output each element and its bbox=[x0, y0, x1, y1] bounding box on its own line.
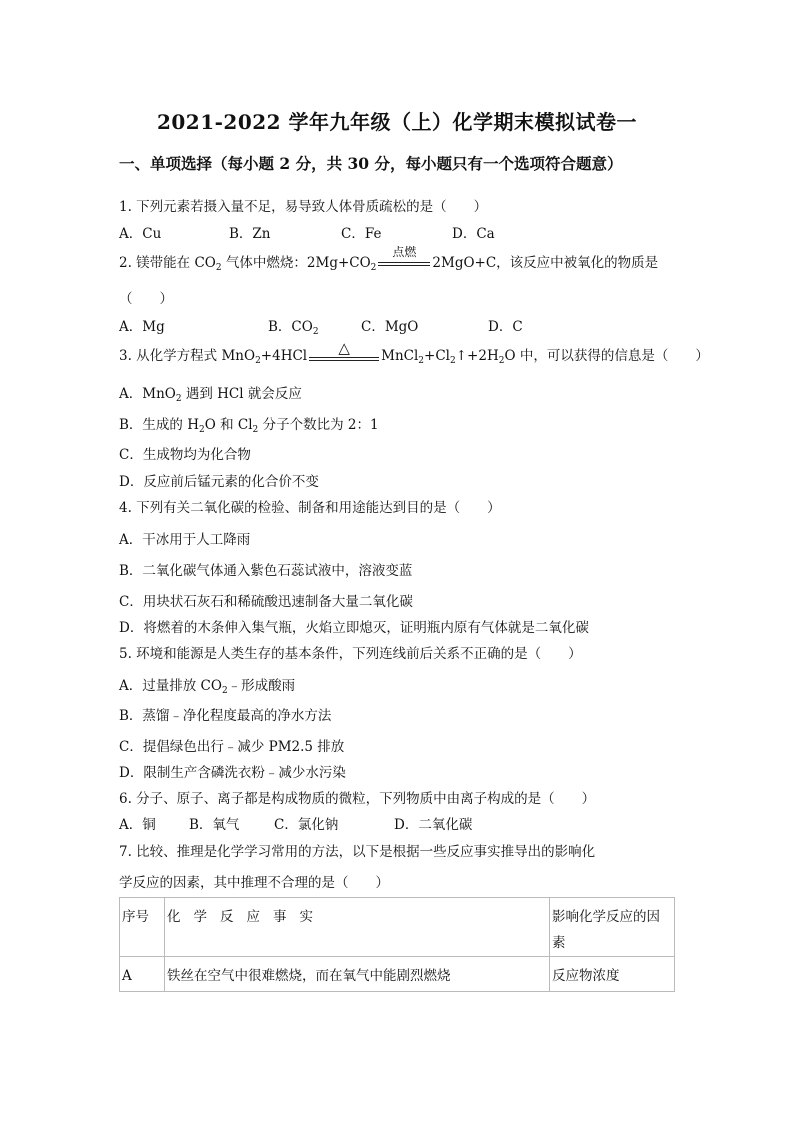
question-1-stem: 1. 下列元素若摄入量不足，易导致人体骨质疏松的是（ ） bbox=[119, 199, 488, 215]
q2-option-c: C．MgO bbox=[361, 319, 419, 335]
question-6-stem: 6. 分子、原子、离子都是构成物质的微粒，下列物质中由离子构成的是（ ） bbox=[119, 791, 596, 807]
header-no: 序号 bbox=[120, 898, 165, 957]
q3-text-3: MnCl bbox=[381, 348, 419, 364]
q3-option-b bbox=[119, 416, 379, 434]
q6-option-c: C．氯化钠 bbox=[274, 817, 339, 833]
q4-option-b: B．二氧化碳气体通入紫色石蕊试液中，溶液变蓝 bbox=[119, 563, 413, 579]
q3-text-6: O 中，可以获得的信息是（ ） bbox=[504, 348, 709, 364]
q5-option-d: D．限制生产含磷洗衣粉﹣减少水污染 bbox=[119, 765, 346, 781]
q3-text-5: ↑+2H bbox=[455, 348, 499, 364]
header-fact bbox=[165, 898, 550, 957]
subscript: 2 bbox=[255, 356, 261, 366]
q3-option-b-text-1: B．生成的 H bbox=[119, 417, 199, 433]
header-char: 学 bbox=[193, 909, 207, 925]
page-title: 2021-2022 学年九年级（上）化学期末模拟试卷一 bbox=[156, 110, 638, 134]
q2-text-1: 2. 镁带能在 CO bbox=[119, 255, 216, 271]
subscript: 2 bbox=[370, 263, 377, 273]
subscript: 2 bbox=[418, 356, 425, 366]
header-char: 应 bbox=[246, 909, 260, 925]
q4-option-d: D．将燃着的木条伸入集气瓶，火焰立即熄灭，证明瓶内原有气体就是二氧化碳 bbox=[119, 620, 589, 636]
q3-option-a bbox=[119, 385, 302, 403]
subscript: 2 bbox=[312, 327, 319, 337]
q2-answer-paren: （ ） bbox=[119, 291, 173, 307]
table-row bbox=[120, 957, 675, 992]
q6-option-a: A．铜 bbox=[119, 817, 156, 833]
subscript: 2 bbox=[175, 394, 182, 404]
q5-option-a-text-1: A．过量排放 CO bbox=[119, 678, 222, 694]
q5-option-c: C．提倡绿色出行﹣减少 PM2.5 排放 bbox=[119, 739, 345, 755]
reaction-condition-arrow bbox=[376, 245, 432, 272]
heat-triangle-icon: △ bbox=[338, 339, 350, 357]
subscript: 2 bbox=[450, 356, 456, 366]
row-factor: 反应物浓度 bbox=[550, 957, 675, 992]
q3-option-b-text-3: 分子个数比为 2：1 bbox=[258, 417, 379, 433]
question-7-stem-line-1: 7. 比较、推理是化学学习常用的方法，以下是根据一些反应事实推导出的影响化 bbox=[119, 844, 596, 860]
q5-option-b: B．蒸馏﹣净化程度最高的净水方法 bbox=[119, 708, 332, 724]
q3-text-2: +4HCl bbox=[260, 348, 308, 364]
q3-option-a-text-2: 遇到 HCl 就会反应 bbox=[181, 386, 302, 402]
double-line bbox=[309, 357, 379, 361]
q4-option-a: A．干冰用于人工降雨 bbox=[119, 532, 251, 548]
q2-text-3: 2MgO+C，该反应中被氧化的物质是 bbox=[432, 255, 659, 271]
q6-option-b: B．氧气 bbox=[189, 817, 240, 833]
subscript: 2 bbox=[221, 686, 228, 696]
q4-option-c: C．用块状石灰石和稀硫酸迅速制备大量二氧化碳 bbox=[119, 594, 413, 610]
q3-option-a-text-1: A．MnO bbox=[119, 386, 176, 402]
q7-table bbox=[119, 897, 675, 992]
header-factor: 影响化学反应的因素 bbox=[550, 898, 675, 957]
double-line bbox=[378, 262, 430, 266]
header-char: 事 bbox=[273, 909, 287, 925]
header-char: 化 bbox=[167, 909, 181, 925]
question-7-stem-line-2: 学反应的因素，其中推理不合理的是（ ） bbox=[119, 875, 389, 891]
row-fact: 铁丝在空气中很难燃烧，而在氧气中能剧烈燃烧 bbox=[165, 957, 550, 992]
subscript: 2 bbox=[199, 425, 205, 435]
question-4-stem: 4. 下列有关二氧化碳的检验、制备和用途能达到目的是（ ） bbox=[119, 500, 501, 516]
question-3-stem bbox=[119, 339, 709, 366]
q1-option-c: C．Fe bbox=[341, 226, 382, 242]
header-fact-text bbox=[167, 909, 326, 925]
q3-text-4: +Cl bbox=[424, 348, 450, 364]
section-heading: 一、单项选择（每小题 2 分，共 30 分，每小题只有一个选项符合题意） bbox=[119, 154, 623, 173]
subscript: 2 bbox=[252, 425, 259, 435]
q3-option-d: D．反应前后锰元素的化合价不变 bbox=[119, 474, 319, 490]
header-char: 反 bbox=[220, 909, 234, 925]
question-2-stem bbox=[119, 245, 659, 273]
condition-label: 点燃 bbox=[392, 245, 417, 259]
table-header-row bbox=[120, 898, 675, 957]
reaction-condition-arrow bbox=[307, 339, 381, 365]
q2-option-b-text: B．CO bbox=[268, 319, 313, 335]
header-char: 实 bbox=[299, 909, 313, 925]
q2-option-a: A．Mg bbox=[119, 319, 165, 335]
row-no: A bbox=[120, 957, 165, 992]
q1-option-b: B．Zn bbox=[229, 226, 271, 242]
q1-option-a: A．Cu bbox=[119, 226, 162, 242]
q2-option-b bbox=[268, 318, 319, 336]
q3-option-c: C．生成物均为化合物 bbox=[119, 447, 251, 463]
q6-option-d: D．二氧化碳 bbox=[394, 817, 473, 833]
q2-option-d: D．C bbox=[488, 319, 523, 335]
q3-text-1: 3. 从化学方程式 MnO bbox=[119, 348, 256, 364]
q5-option-a-text-2: ﹣形成酸雨 bbox=[227, 678, 296, 694]
question-5-stem: 5. 环境和能源是人类生存的基本条件，下列连线前后关系不正确的是（ ） bbox=[119, 646, 582, 662]
subscript: 2 bbox=[215, 263, 222, 273]
subscript: 2 bbox=[498, 356, 505, 366]
q2-text-2: 气体中燃烧：2Mg+CO bbox=[221, 255, 371, 271]
q1-option-d: D．Ca bbox=[452, 226, 495, 242]
q5-option-a bbox=[119, 677, 295, 695]
q3-option-b-text-2: O 和 Cl bbox=[204, 417, 253, 433]
